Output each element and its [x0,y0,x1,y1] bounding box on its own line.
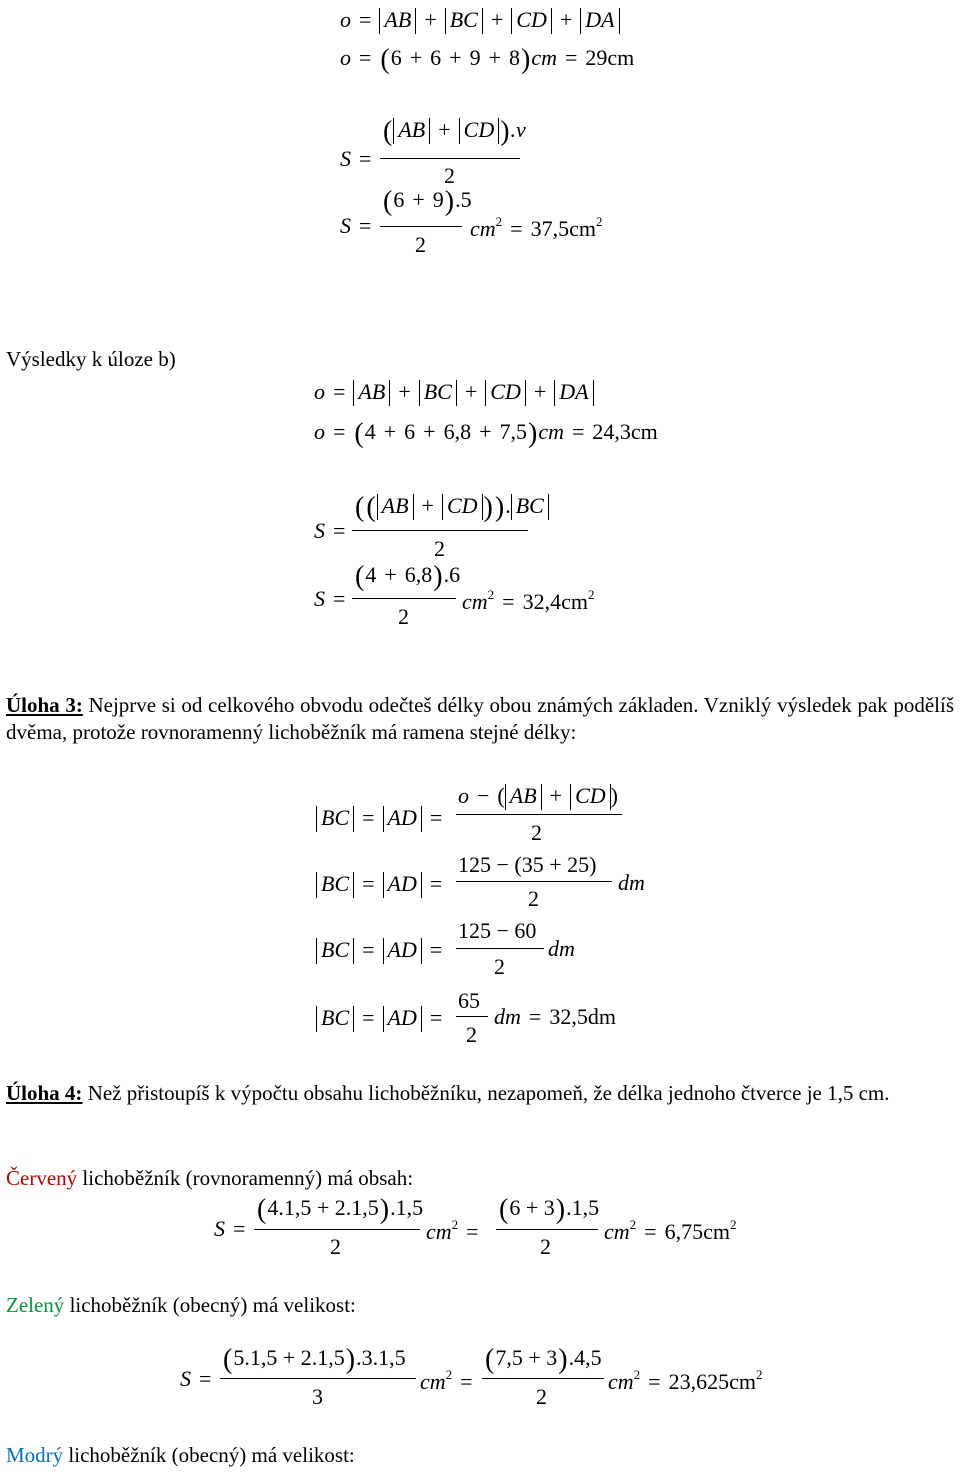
a-area-values-result: $cm^2 = 37,5cm^2$ [470,214,603,241]
a-area-values-fraction-bar [380,226,462,227]
green-trapezoid-heading: Zelený lichoběžník (obecný) má velikost: [6,1293,356,1317]
b-perimeter-values: o = (4 + 6 + 6,8 + 7,5)cm = 24,3cm [314,418,658,449]
red-area-numerator-1: (4.1,5 + 2.1,5).1,5 [257,1194,424,1225]
red-area-fraction-bar-1 [254,1229,420,1230]
task3-row1-lhs: BC = AD = [316,806,450,832]
a-area-formula-fraction-bar [380,158,520,159]
task3-row2-unit: dm [618,870,645,895]
b-perimeter-formula: o = AB + BC + CD + DA [314,380,594,406]
blue-word: Modrý [6,1443,64,1467]
red-area-fraction-bar-2 [496,1229,598,1230]
task4-label: Úloha 4: [6,1081,83,1105]
b-area-values-denominator: 2 [398,604,409,629]
green-area-fraction-bar-2 [482,1378,604,1379]
task3-row2-fraction-bar [456,881,612,882]
b-area-formula-numerator: (( AB + CD )). BC [354,494,549,522]
b-area-values-fraction-bar [352,598,456,599]
a-area-formula-lhs: S = [340,146,372,171]
b-area-formula-fraction-bar [352,530,528,531]
results-b-heading: Výsledky k úloze b) [6,347,176,371]
a-perimeter-formula: o = AB + BC + CD + DA [340,8,620,34]
task3-row3-lhs: BC = AD = [316,938,450,964]
task3-row2-numerator: 125 − (35 + 25) [458,852,597,877]
task3-row2-denominator: 2 [528,886,539,911]
b-area-values-numerator: (4 + 6,8).6 [355,561,461,592]
task3-text: Nejprve si od celkového obvodu odečteš délky obou známých základen. Vzniklý výsledek pak podělíš dvěma, protože rovnoramenný lichoběžník má ramena stejné délky: [6,693,954,744]
task3-row4-fraction-bar [456,1016,488,1017]
a-area-values-numerator: (6 + 9).5 [383,186,472,217]
task3-paragraph [6,692,954,746]
green-word: Zelený [6,1293,65,1317]
red-area-numerator-2: (6 + 3).1,5 [499,1194,600,1225]
task3-row1-numerator: o − ( AB + CD ) [458,783,618,808]
task3-row4-numerator: 65 [458,988,480,1013]
green-area-denominator-1: 3 [312,1384,323,1409]
green-area-denominator-2: 2 [536,1384,547,1409]
task3-row2-lhs: BC = AD = [316,872,450,898]
green-area-numerator-1: (5.1,5 + 2.1,5).3.1,5 [223,1344,406,1375]
task3-row1-denominator: 2 [531,820,542,845]
a-area-formula-denominator: 2 [444,163,455,188]
red-word: Červený [6,1166,78,1190]
b-area-values-lhs: S = [314,586,346,611]
task3-row4-lhs: BC = AD = [316,1006,450,1032]
green-area-result: $cm^2 = 23,625cm^2$ [608,1367,763,1394]
red-area-denominator-1: 2 [330,1234,341,1259]
task3-label: Úloha 3: [6,693,83,717]
task3-row1-fraction-bar [456,814,622,815]
blue-trapezoid-heading: Modrý lichoběžník (obecný) má velikost: [6,1443,355,1467]
green-area-numerator-2: (7,5 + 3).4,5 [485,1344,602,1375]
a-area-values-lhs: S = [340,213,372,238]
task4-text: Než přistoupíš k výpočtu obsahu lichoběžníku, nezapomeň, že délka jednoho čtverce je 1,5 cm. [82,1081,890,1105]
red-trapezoid-heading: Červený lichoběžník (rovnoramenný) má obsah: [6,1166,414,1190]
b-area-formula-denominator: 2 [434,536,445,561]
task3-row4-denominator: 2 [466,1022,477,1047]
task3-row3-denominator: 2 [494,954,505,979]
b-area-values-result: $cm^2 = 32,4cm^2$ [462,587,595,614]
red-area-result: $cm^2 = 6,75cm^2$ [604,1217,737,1244]
green-area-unit-1: $cm^2$ = [420,1367,473,1394]
task3-row3-unit: dm [548,936,575,961]
a-area-values-denominator: 2 [415,232,426,257]
a-area-formula-numerator: ( AB + CD ).v [383,116,526,147]
b-area-formula-lhs: S = [314,518,346,543]
task3-row3-fraction-bar [456,948,544,949]
green-area-fraction-bar-1 [220,1378,416,1379]
a-perimeter-values: o = (6 + 6 + 9 + 8)cm = 29cm [340,44,635,75]
task3-row3-numerator: 125 − 60 [458,918,537,943]
red-area-lhs: S = [214,1216,246,1241]
task3-row4-result: dm = 32,5dm [494,1004,616,1029]
green-area-lhs: S = [180,1366,212,1391]
task4-paragraph [6,1080,954,1107]
red-area-denominator-2: 2 [540,1234,551,1259]
red-area-unit-1: $cm^2$ = [426,1217,479,1244]
